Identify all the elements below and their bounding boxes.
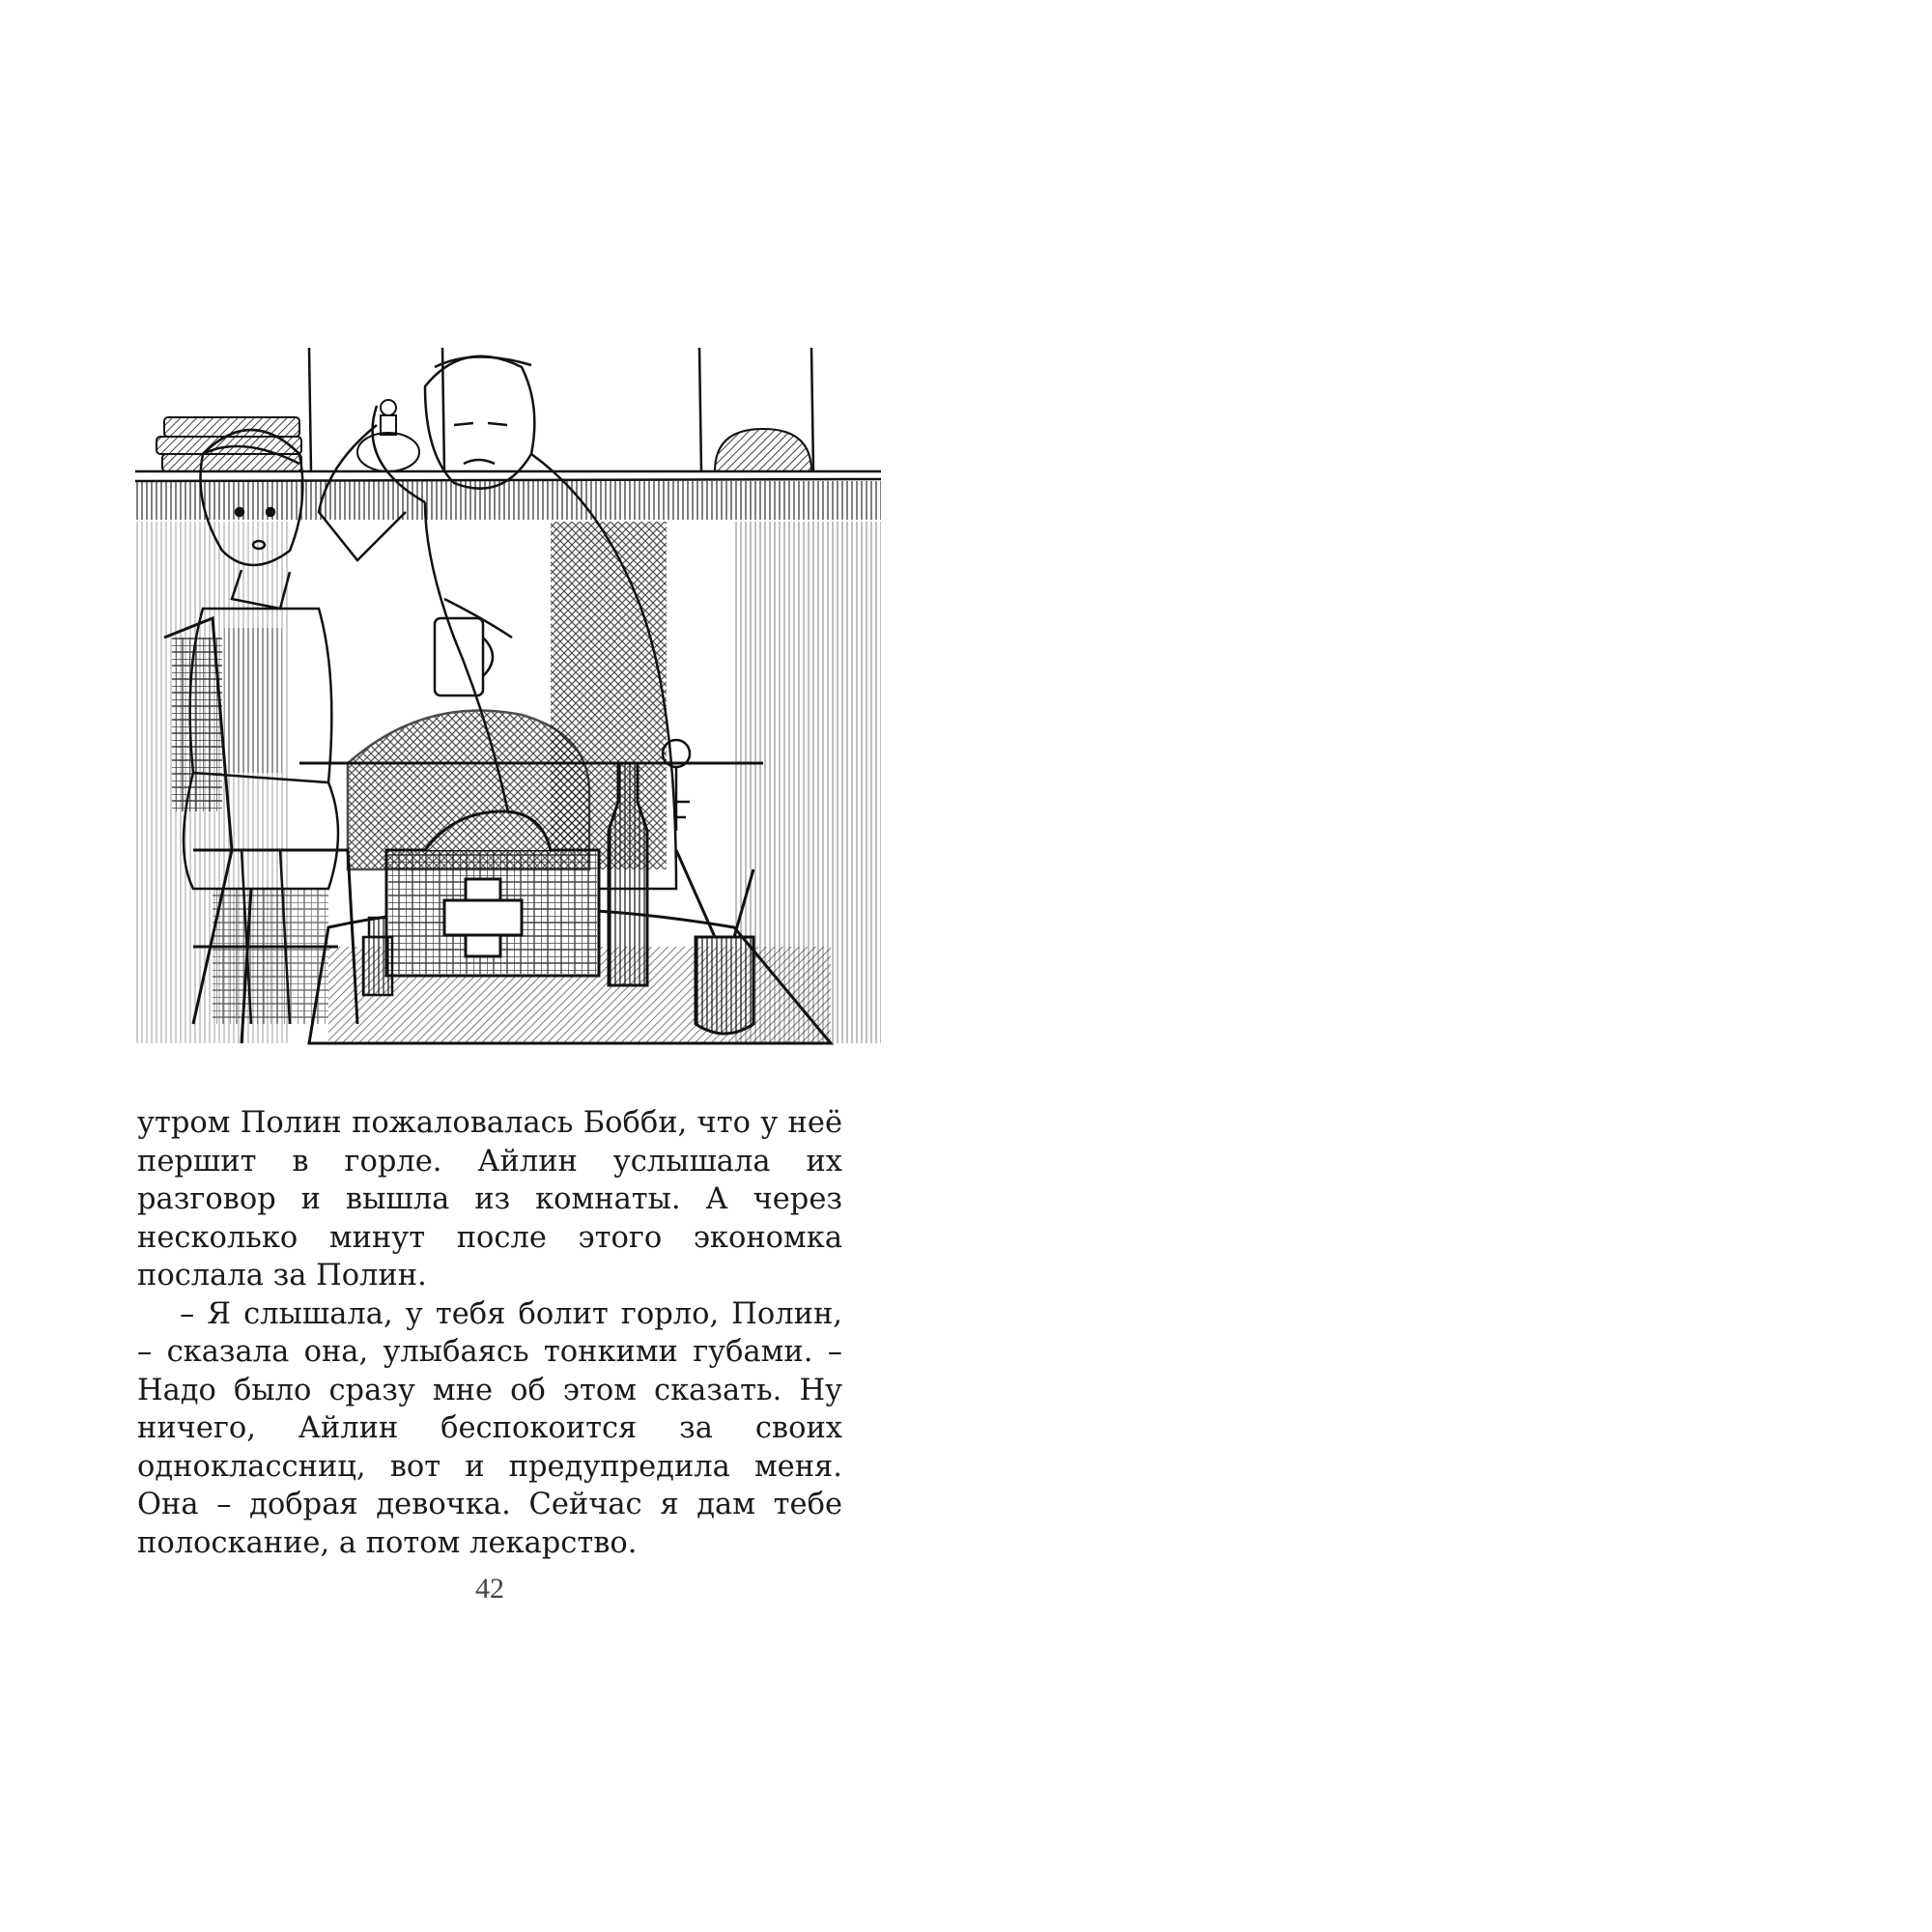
paragraph: утром Полин пожаловалась Бобби, что у неё першит в горле. Айлин услышала их разговор и вышла из комнаты. А через несколько минут после этого экономка послала за Полин. (137, 1106, 842, 1293)
pen-ink-drawing (135, 348, 881, 1063)
paragraph: – Я слышала, у тебя болит горло, Полин, – сказала она, улыбаясь тонкими губами. – Надо было сразу мне об этом сказать. Ну ничего, Айлин беспокоится за своих одноклассниц, вот и предупредила меня. Она – добрая девочка. Сейчас я дам тебе полоскание, а потом лекарство. (137, 1296, 842, 1560)
left-page-text (137, 1104, 842, 1562)
page-number: 42 (475, 1573, 504, 1605)
illustration-housekeeper-and-girl (135, 348, 881, 1063)
right-page (966, 0, 1932, 1932)
